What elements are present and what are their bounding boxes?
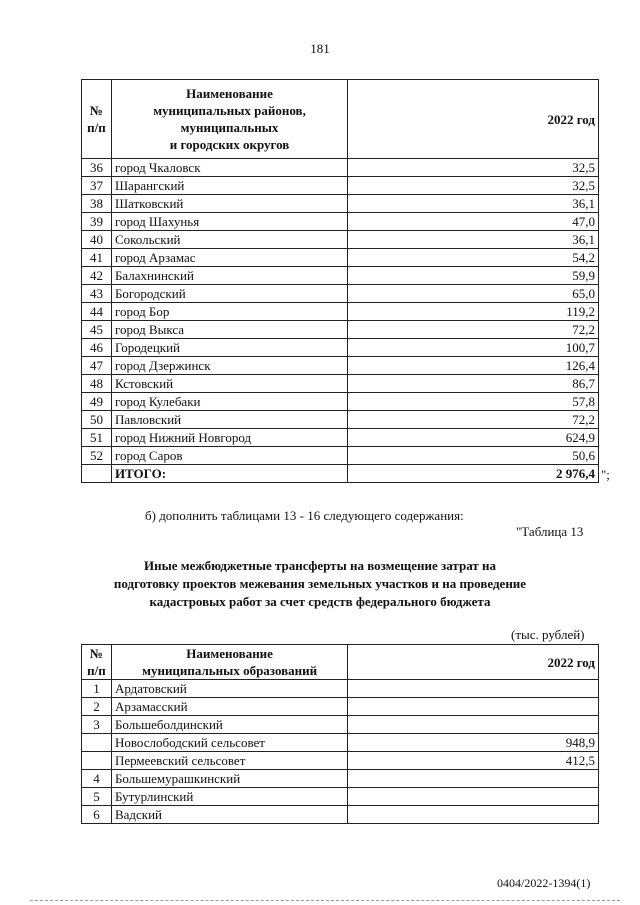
row-number: 48 — [82, 375, 112, 393]
col-header-name: Наименование муниципальных районов, муниципальных и городских округов — [111, 80, 347, 159]
row-value: 54,2 — [348, 249, 599, 267]
row-name: Кстовский — [111, 375, 347, 393]
row-value — [348, 770, 599, 788]
row-number: 44 — [82, 303, 112, 321]
row-value — [348, 788, 599, 806]
row-value: 32,5 — [348, 177, 599, 195]
table-row — [82, 806, 599, 824]
row-name: Арзамасский — [111, 698, 347, 716]
row-name: Бутурлинский — [111, 788, 347, 806]
row-value: 100,7 — [348, 339, 599, 357]
row-name: Сокольский — [111, 231, 347, 249]
total-empty — [82, 465, 112, 483]
row-name: Пермеевский сельсовет — [111, 752, 347, 770]
table-row — [82, 231, 599, 249]
table-row — [82, 195, 599, 213]
row-name: город Выкса — [111, 321, 347, 339]
table-row — [82, 375, 599, 393]
row-value: 50,6 — [348, 447, 599, 465]
row-value: 32,5 — [348, 159, 599, 177]
table-row — [82, 770, 599, 788]
table-row — [82, 177, 599, 195]
row-name: город Дзержинск — [111, 357, 347, 375]
row-name: Ардатовский — [111, 680, 347, 698]
table-row — [82, 447, 599, 465]
row-number: 46 — [82, 339, 112, 357]
total-label: ИТОГО: — [111, 465, 347, 483]
row-number — [82, 734, 112, 752]
row-name: Большемурашкинский — [111, 770, 347, 788]
row-number: 40 — [82, 231, 112, 249]
row-number: 52 — [82, 447, 112, 465]
row-number: 42 — [82, 267, 112, 285]
row-name: Балахнинский — [111, 267, 347, 285]
table-title: Иные межбюджетные трансферты на возмещение затрат на подготовку проектов межевания земельных участков и на проведение кадастровых работ за счет средств федерального бюджета — [113, 558, 527, 609]
row-value — [348, 698, 599, 716]
table-row — [82, 285, 599, 303]
row-number: 43 — [82, 285, 112, 303]
table-row — [82, 680, 599, 698]
row-value: 412,5 — [348, 752, 599, 770]
row-number: 47 — [82, 357, 112, 375]
row-value: 57,8 — [348, 393, 599, 411]
table-row — [82, 303, 599, 321]
col-header-name: Наименование муниципальных образований — [111, 645, 347, 680]
total-value: 2 976,4 — [348, 465, 599, 483]
table-row — [82, 357, 599, 375]
row-number: 37 — [82, 177, 112, 195]
table-row — [82, 716, 599, 734]
row-value: 47,0 — [348, 213, 599, 231]
intro-text: б) дополнить таблицами 13 - 16 следующего содержания: — [145, 508, 464, 523]
row-name: город Кулебаки — [111, 393, 347, 411]
row-name: Большеболдинский — [111, 716, 347, 734]
total-row — [82, 465, 599, 483]
transfers-table-continued — [81, 79, 599, 483]
col-header-year: 2022 год — [348, 80, 599, 159]
row-name: город Нижний Новгород — [111, 429, 347, 447]
table-row — [82, 788, 599, 806]
table-row — [82, 429, 599, 447]
table-row — [82, 213, 599, 231]
table-row — [82, 734, 599, 752]
row-value — [348, 716, 599, 734]
table-reference: "Таблица 13 — [516, 524, 584, 539]
document-code: 0404/2022-1394(1) — [497, 876, 591, 890]
row-number: 4 — [82, 770, 112, 788]
row-name: Павловский — [111, 411, 347, 429]
row-name: Шатковский — [111, 195, 347, 213]
row-number: 1 — [82, 680, 112, 698]
row-value — [348, 806, 599, 824]
row-name: город Бор — [111, 303, 347, 321]
row-number: 49 — [82, 393, 112, 411]
row-name: город Чкаловск — [111, 159, 347, 177]
row-value: 624,9 — [348, 429, 599, 447]
row-number: 45 — [82, 321, 112, 339]
row-name: город Шахунья — [111, 213, 347, 231]
row-number: 36 — [82, 159, 112, 177]
row-value: 36,1 — [348, 195, 599, 213]
row-name: город Арзамас — [111, 249, 347, 267]
table-row — [82, 339, 599, 357]
row-name: Шарангский — [111, 177, 347, 195]
row-number: 39 — [82, 213, 112, 231]
page-number: 181 — [310, 41, 330, 56]
row-name: Городецкий — [111, 339, 347, 357]
row-number: 3 — [82, 716, 112, 734]
table-row — [82, 698, 599, 716]
row-number: 41 — [82, 249, 112, 267]
row-value: 36,1 — [348, 231, 599, 249]
closing-quote: "; — [601, 467, 610, 482]
table-header-row — [82, 80, 599, 159]
table-row — [82, 267, 599, 285]
table-row — [82, 159, 599, 177]
row-value: 65,0 — [348, 285, 599, 303]
row-number: 38 — [82, 195, 112, 213]
row-value: 72,2 — [348, 321, 599, 339]
row-value: 126,4 — [348, 357, 599, 375]
table-header-row — [82, 645, 599, 680]
row-value — [348, 680, 599, 698]
row-value: 72,2 — [348, 411, 599, 429]
table-row — [82, 321, 599, 339]
col-header-number: № п/п — [82, 80, 112, 159]
row-value: 119,2 — [348, 303, 599, 321]
row-name: Богородский — [111, 285, 347, 303]
bottom-rule — [30, 900, 620, 901]
table-13 — [81, 644, 599, 824]
col-header-number: № п/п — [82, 645, 112, 680]
row-number: 50 — [82, 411, 112, 429]
table-row — [82, 249, 599, 267]
table-row — [82, 411, 599, 429]
row-value: 59,9 — [348, 267, 599, 285]
row-name: Новослободский сельсовет — [111, 734, 347, 752]
row-number: 2 — [82, 698, 112, 716]
col-header-year: 2022 год — [348, 645, 599, 680]
row-number: 6 — [82, 806, 112, 824]
table-row — [82, 752, 599, 770]
row-number — [82, 752, 112, 770]
row-value: 948,9 — [348, 734, 599, 752]
row-value: 86,7 — [348, 375, 599, 393]
row-name: город Саров — [111, 447, 347, 465]
row-name: Вадский — [111, 806, 347, 824]
table-row — [82, 393, 599, 411]
row-number: 5 — [82, 788, 112, 806]
row-number: 51 — [82, 429, 112, 447]
units-label: (тыс. рублей) — [511, 627, 585, 642]
